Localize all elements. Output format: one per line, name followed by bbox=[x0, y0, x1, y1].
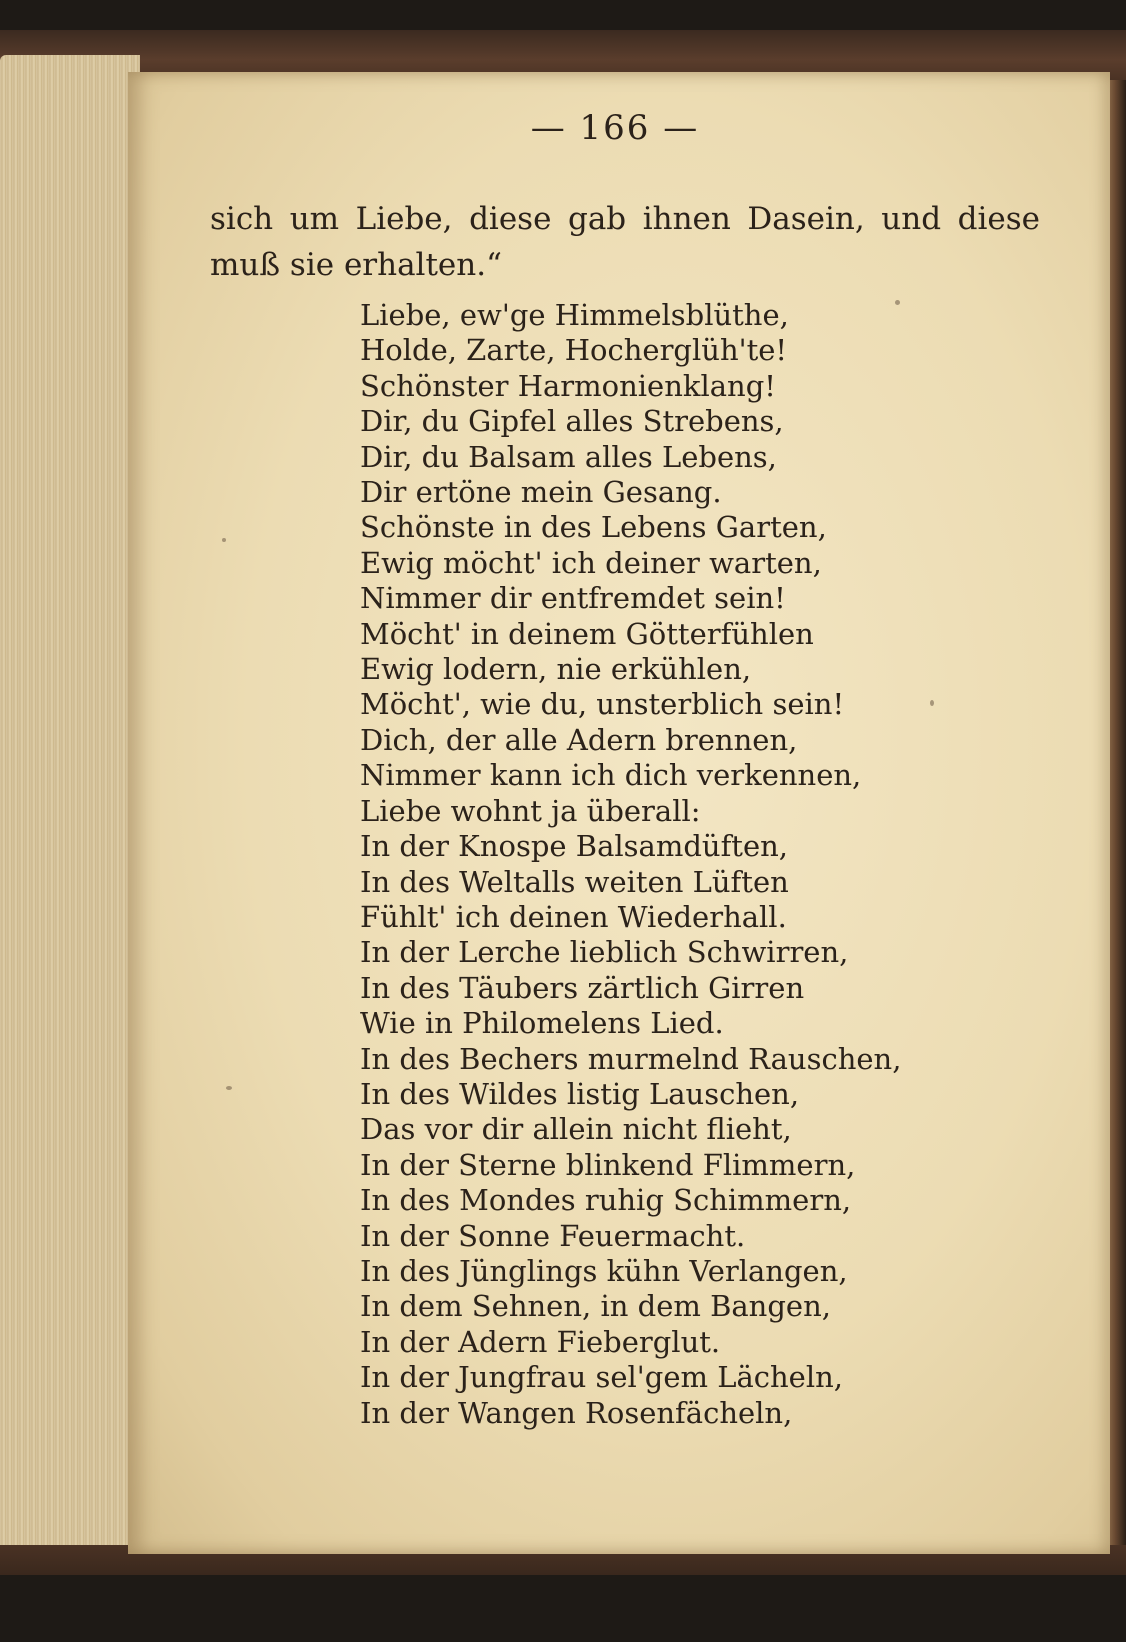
prose-line: sich um Liebe, diese gab ihnen Dasein, und diese bbox=[210, 201, 1040, 237]
verse-line: In der Lerche lieblich Schwirren, bbox=[360, 935, 849, 970]
page-edges bbox=[0, 55, 140, 1555]
verse-line: In des Mondes ruhig Schimmern, bbox=[360, 1183, 852, 1218]
paper-speck bbox=[222, 538, 226, 542]
verse-line: In dem Sehnen, in dem Bangen, bbox=[360, 1289, 831, 1324]
verse-line: Wie in Philomelens Lied. bbox=[360, 1006, 724, 1041]
verse-line: In des Weltalls weiten Lüften bbox=[360, 864, 789, 899]
paper-speck bbox=[226, 1086, 232, 1090]
verse-line: Nimmer kann ich dich verkennen, bbox=[360, 758, 862, 793]
verse-line: Möcht' in deinem Götterfühlen bbox=[360, 616, 814, 651]
verse-line: Dich, der alle Adern brennen, bbox=[360, 722, 798, 757]
verse-line: Dir, du Gipfel alles Strebens, bbox=[360, 404, 784, 439]
verse-line: In des Wildes listig Lauschen, bbox=[360, 1076, 800, 1111]
verse-line: Nimmer dir entfremdet sein! bbox=[360, 581, 786, 616]
verse-line: Holde, Zarte, Hocherglüh'te! bbox=[360, 333, 788, 368]
prose-line: muß sie erhalten.“ bbox=[210, 247, 502, 283]
poem bbox=[360, 298, 1060, 1431]
verse-line: Fühlt' ich deinen Wiederhall. bbox=[360, 899, 787, 934]
verse-line: Ewig möcht' ich deiner warten, bbox=[360, 545, 822, 580]
verse-line: Dir ertöne mein Gesang. bbox=[360, 475, 722, 510]
verse-line: Liebe wohnt ja überall: bbox=[360, 793, 701, 828]
prose-paragraph bbox=[210, 196, 1040, 288]
verse-line: Dir, du Balsam alles Lebens, bbox=[360, 439, 777, 474]
verse-line: In des Täubers zärtlich Girren bbox=[360, 970, 805, 1005]
paper-speck bbox=[895, 300, 900, 305]
verse-line: Das vor dir allein nicht flieht, bbox=[360, 1112, 792, 1147]
verse-line: Liebe, ew'ge Himmelsblüthe, bbox=[360, 298, 789, 332]
verse-line: In der Knospe Balsamdüften, bbox=[360, 829, 789, 864]
verse-line: In der Jungfrau sel'gem Lächeln, bbox=[360, 1360, 844, 1395]
paper-speck bbox=[930, 700, 934, 706]
verse-line: Schönste in des Lebens Garten, bbox=[360, 510, 827, 545]
verse-line: In der Wangen Rosenfächeln, bbox=[360, 1395, 793, 1430]
verse-line: In der Sterne blinkend Flimmern, bbox=[360, 1147, 856, 1182]
verse-line: Ewig lodern, nie erkühlen, bbox=[360, 652, 752, 687]
verse-line: In der Sonne Feuermacht. bbox=[360, 1218, 746, 1253]
page-number: — 166 — bbox=[530, 108, 700, 148]
verse-line: Möcht', wie du, unsterblich sein! bbox=[360, 687, 845, 722]
verse-line: In des Bechers murmelnd Rauschen, bbox=[360, 1041, 902, 1076]
verse-line: In der Adern Fieberglut. bbox=[360, 1324, 721, 1359]
verse-line: Schönster Harmonienklang! bbox=[360, 368, 776, 403]
verse-line: In des Jünglings kühn Verlangen, bbox=[360, 1253, 848, 1288]
